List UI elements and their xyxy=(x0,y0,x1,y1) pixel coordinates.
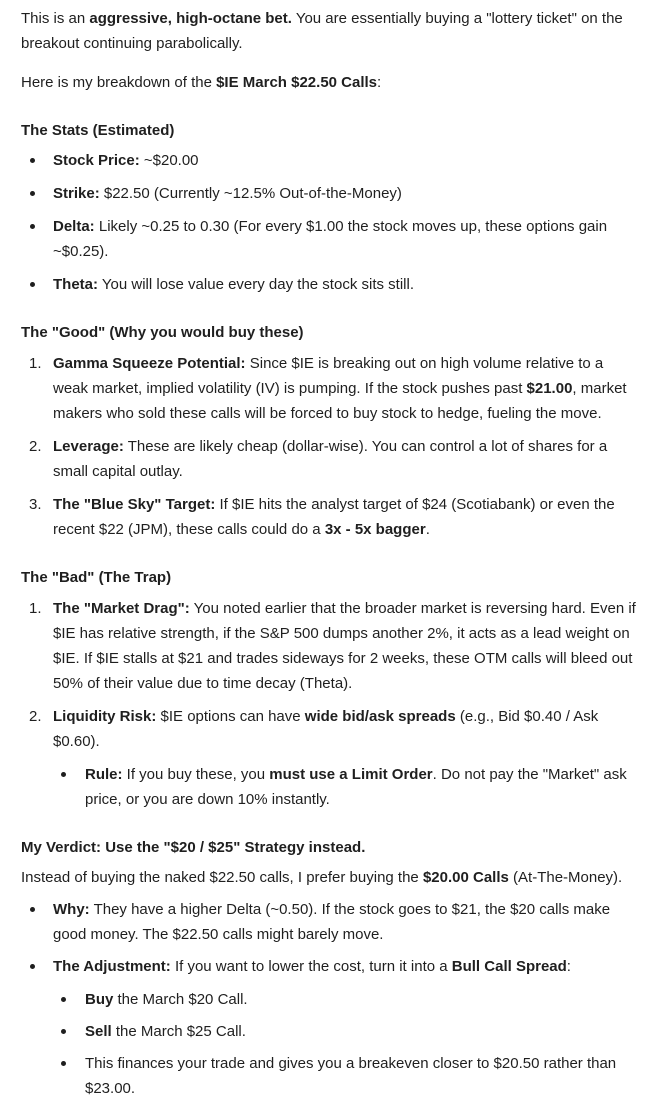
list-item xyxy=(21,181,641,206)
item-text: $IE options can have xyxy=(156,708,305,725)
verdict-heading: My Verdict: Use the "$20 / $25" Strategy instead. xyxy=(21,839,366,856)
intro-text: This is an xyxy=(21,10,90,27)
list-item xyxy=(21,596,641,696)
list-item xyxy=(21,704,641,812)
item-text: Since $IE is breaking out on high volume relative to a weak market, implied volatility (IV) is pumping. If the stock pushes past xyxy=(53,355,604,397)
item-label: The "Blue Sky" Target: xyxy=(53,496,216,513)
item-label: Stock Price: xyxy=(53,152,140,169)
list-item xyxy=(21,351,641,426)
item-text-end: , market makers who sold these calls will be forced to buy stock to hedge, fueling the move. xyxy=(53,380,627,422)
intro-text-end: You are essentially buying a "lottery ticket" on the breakout continuing parabolically. xyxy=(21,10,623,52)
item-text: $22.50 (Currently ~12.5% Out-of-the-Money) xyxy=(99,185,402,202)
list-item xyxy=(53,1019,641,1044)
why-label: Why: xyxy=(53,901,90,918)
good-heading: The "Good" (Why you would buy these) xyxy=(21,324,304,341)
breakdown-text: Here is my breakdown of the xyxy=(21,74,217,91)
good-list xyxy=(21,351,641,542)
item-text-end: . xyxy=(425,521,430,538)
item-text-end: (e.g., Bid $0.40 / Ask $0.60). xyxy=(53,708,599,750)
item-text: Likely ~0.25 to 0.30 (For every $1.00 the stock moves up, these options gain ~$0.25). xyxy=(53,218,608,260)
item-label: Theta: xyxy=(53,276,98,293)
bad-heading: The "Bad" (The Trap) xyxy=(21,569,172,586)
list-item xyxy=(53,987,641,1012)
verdict-bold: $20.00 Calls xyxy=(422,869,509,886)
item-number: 1. xyxy=(29,600,42,617)
item-label: Strike: xyxy=(53,185,100,202)
buy-label: Buy xyxy=(85,991,114,1008)
list-item xyxy=(53,762,641,812)
spread-sublist xyxy=(53,987,641,1101)
stats-list xyxy=(21,148,641,297)
rule-text-end: . Do not pay the "Market" ask price, or you are down 10% instantly. xyxy=(85,766,627,808)
intro-paragraph xyxy=(21,6,641,56)
item-label: Gamma Squeeze Potential: xyxy=(53,355,246,372)
adjustment-bold: Bull Call Spread xyxy=(451,958,567,975)
adjustment-colon: : xyxy=(566,958,571,975)
list-item xyxy=(21,897,641,947)
rule-text: If you buy these, you xyxy=(122,766,270,783)
sell-label: Sell xyxy=(85,1023,112,1040)
list-item xyxy=(21,954,641,1101)
breakdown-ticker: $IE March $22.50 Calls xyxy=(216,74,378,91)
rule-sublist xyxy=(53,762,641,812)
item-text: You noted earlier that the broader market is reversing hard. Even if $IE has relative strength, if the S&P 500 dumps another 2%, it acts as a lead weight on $IE. If $IE stalls at $21 and trades sideways for 2 weeks, these OTM calls will bleed out 50% of their value due to time decay (Theta). xyxy=(53,600,636,692)
verdict-text-end: (At-The-Money). xyxy=(508,869,623,886)
item-label: Leverage: xyxy=(53,438,124,455)
item-number: 3. xyxy=(29,496,42,513)
stats-heading: The Stats (Estimated) xyxy=(21,122,175,139)
item-bold: wide bid/ask spreads xyxy=(304,708,456,725)
intro-bold: aggressive, high-octane bet. xyxy=(89,10,292,27)
rule-bold: must use a Limit Order xyxy=(269,766,433,783)
finance-text: This finances your trade and gives you a breakeven closer to $20.50 rather than $23.00. xyxy=(85,1055,617,1097)
item-text: These are likely cheap (dollar-wise). You can control a lot of shares for a small capital outlay. xyxy=(53,438,608,480)
item-bold: 3x - 5x bagger xyxy=(324,521,426,538)
item-label: The "Market Drag": xyxy=(53,600,190,617)
sell-text: the March $25 Call. xyxy=(111,1023,246,1040)
item-number: 1. xyxy=(29,355,42,372)
item-text: You will lose value every day the stock sits still. xyxy=(98,276,414,293)
verdict-list xyxy=(21,897,641,1101)
item-text: ~$20.00 xyxy=(139,152,199,169)
item-label: Liquidity Risk: xyxy=(53,708,157,725)
list-item xyxy=(21,272,641,297)
bad-list xyxy=(21,596,641,812)
item-text: If $IE hits the analyst target of $24 (Scotiabank) or even the recent $22 (JPM), these calls could do a xyxy=(53,496,615,538)
item-number: 2. xyxy=(29,708,42,725)
adjustment-label: The Adjustment: xyxy=(53,958,171,975)
list-item xyxy=(21,434,641,484)
item-label: Delta: xyxy=(53,218,95,235)
list-item xyxy=(21,148,641,173)
list-item xyxy=(21,214,641,264)
item-number: 2. xyxy=(29,438,42,455)
verdict-text: Instead of buying the naked $22.50 calls, I prefer buying the xyxy=(21,869,423,886)
verdict-paragraph xyxy=(21,865,641,890)
item-bold: $21.00 xyxy=(526,380,573,397)
adjustment-text: If you want to lower the cost, turn it into a xyxy=(170,958,452,975)
why-text: They have a higher Delta (~0.50). If the stock goes to $21, the $20 calls make good money. The $22.50 calls might barely move. xyxy=(53,901,611,943)
buy-text: the March $20 Call. xyxy=(113,991,248,1008)
list-item xyxy=(53,1051,641,1101)
rule-label: Rule: xyxy=(85,766,123,783)
breakdown-paragraph xyxy=(21,70,641,95)
breakdown-colon: : xyxy=(377,74,382,91)
list-item xyxy=(21,492,641,542)
